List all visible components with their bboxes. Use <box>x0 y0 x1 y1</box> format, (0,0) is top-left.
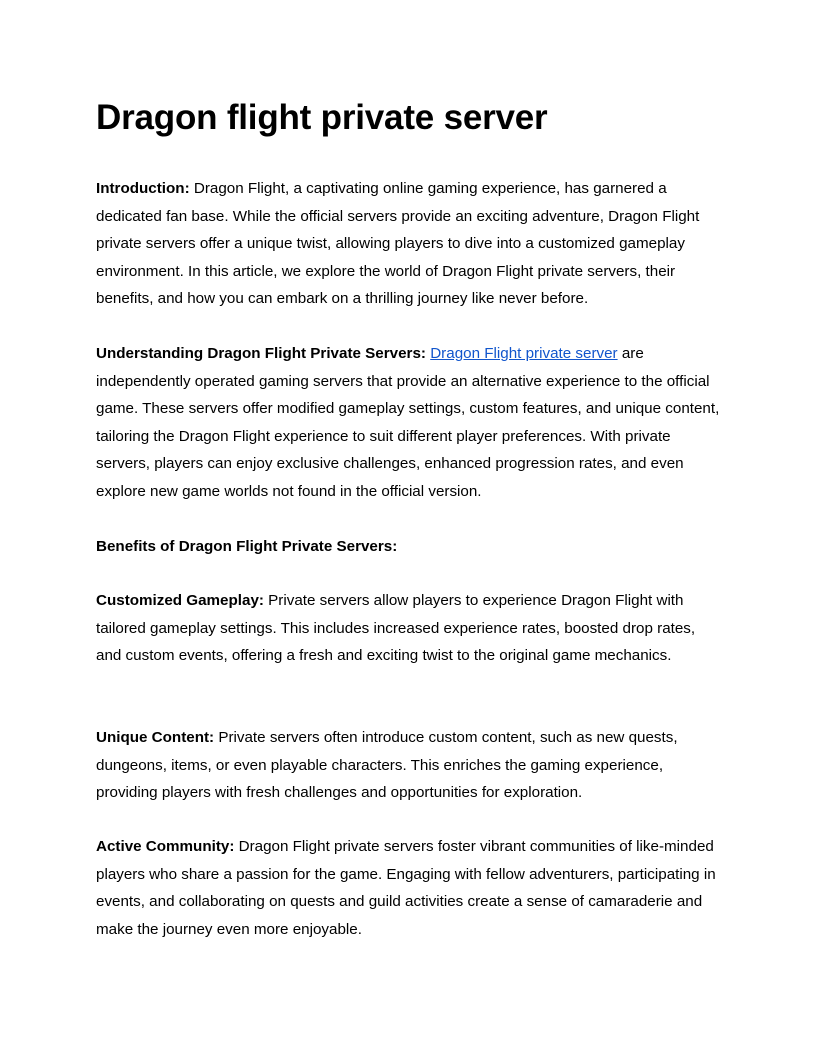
intro-text: Dragon Flight, a captivating online gaming experience, has garnered a dedicated fan base. While the official servers provide an exciting adventure, Dragon Flight private servers offer a unique twist, allowing players to dive into a customized gameplay environment. In this article, we explore the world of Dragon Flight private servers, their benefits, and how you can embark on a thrilling journey like never before. <box>96 180 700 308</box>
understanding-paragraph <box>96 340 720 506</box>
active-community-text: Dragon Flight private servers foster vibrant communities of like-minded players who share a passion for the game. Engaging with fellow adventurers, participating in events, and collaborating on quests and guild activities create a sense of camaraderie and make the journey even more enjoyable. <box>96 838 716 938</box>
private-server-link[interactable]: Dragon Flight private server <box>430 345 618 362</box>
customized-gameplay-text: Private servers allow players to experience Dragon Flight with tailored gameplay settings. This includes increased experience rates, boosted drop rates, and custom events, offering a fresh and exciting twist to the original game mechanics. <box>96 592 696 665</box>
benefits-heading-text: Benefits of Dragon Flight Private Servers: <box>96 538 398 555</box>
understanding-label: Understanding Dragon Flight Private Servers: <box>96 345 426 362</box>
understanding-text: are independently operated gaming servers that provide an alternative experience to the official game. These servers offer modified gameplay settings, custom features, and unique content, tailoring the Dragon Flight experience to suit different player preferences. With private servers, players can enjoy exclusive challenges, enhanced progression rates, and even explore new game worlds not found in the official version. <box>96 345 720 500</box>
benefits-heading <box>96 533 720 561</box>
unique-content-text: Private servers often introduce custom content, such as new quests, dungeons, items, or even playable characters. This enriches the gaming experience, providing players with fresh challenges and opportunities for exploration. <box>96 729 678 802</box>
customized-gameplay-label: Customized Gameplay: <box>96 592 264 609</box>
intro-paragraph <box>96 175 720 313</box>
document-title: Dragon flight private server <box>96 98 548 137</box>
active-community-label: Active Community: <box>96 838 235 855</box>
active-community-paragraph <box>96 833 720 943</box>
unique-content-paragraph <box>96 724 720 807</box>
intro-label: Introduction: <box>96 180 190 197</box>
customized-gameplay-paragraph <box>96 587 720 670</box>
unique-content-label: Unique Content: <box>96 729 215 746</box>
